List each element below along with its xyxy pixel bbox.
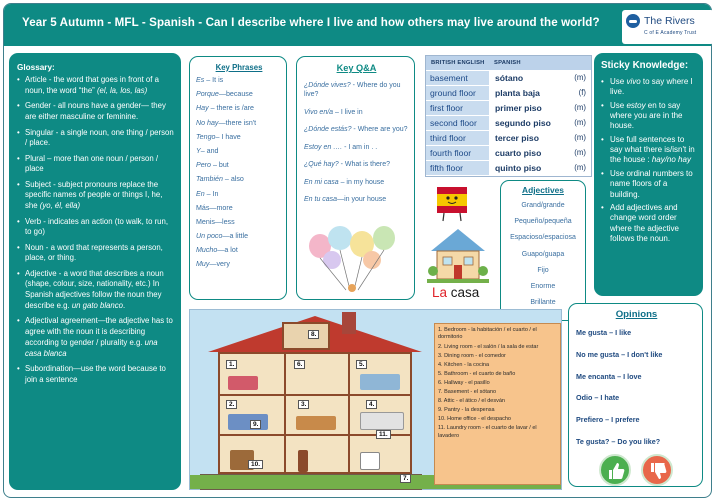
glossary-text	[25, 154, 174, 176]
glossary-item	[17, 217, 174, 239]
key-phrase-item	[196, 260, 282, 268]
floor-gender: (m)	[565, 160, 591, 175]
glossary-text-main: Adjectival agreement—the adjective has to agree with the noun it is describing according to gender / plurality e.g.	[25, 316, 173, 347]
key-phrase-english: – In	[204, 189, 219, 198]
bullet-icon: •	[17, 242, 20, 252]
sticky-text-end: en to say where you are in the house.	[610, 100, 683, 131]
key-phrase-spanish: Un poco	[196, 232, 223, 241]
key-qa-title: Key Q&A	[336, 63, 377, 73]
floor-spanish: quinto piso	[489, 160, 565, 175]
header-bar	[4, 4, 711, 46]
floor-english: fourth floor	[426, 145, 489, 160]
room-number-label: 9.	[250, 420, 261, 429]
adjective-item: Pequeño/pequeña	[514, 218, 572, 226]
key-phrase-item	[196, 90, 282, 98]
glossary-text-main: Subordination—use the word because to join a sentence	[25, 363, 166, 384]
glossary-example: (yo, él, ella)	[39, 201, 81, 211]
floor-spanish: primer piso	[489, 100, 565, 115]
bath-furniture	[360, 374, 400, 390]
floor-english: first floor	[426, 100, 489, 115]
floors-head-spanish: SPANISH	[489, 56, 591, 70]
sticky-knowledge-item	[601, 169, 698, 200]
floor-english: third floor	[426, 130, 489, 145]
key-phrase-spanish: Hay	[196, 104, 209, 113]
key-phrase-english: Menis—less	[196, 217, 235, 226]
key-phrase-spanish: Muy	[196, 260, 210, 269]
table-furniture	[296, 416, 336, 430]
room-vocabulary-item: 3. Dining room - el comedor	[438, 352, 506, 359]
opinion-item: Prefiero – I prefere	[576, 415, 640, 425]
sticky-knowledge-item	[601, 77, 698, 98]
spanish-flag-character-icon	[434, 183, 470, 223]
logo-name: The Rivers	[644, 15, 695, 27]
adjective-item: Brillante	[530, 299, 556, 307]
key-qa-item	[304, 160, 409, 169]
room-number-label: 1.	[226, 360, 237, 369]
glossary-text-main: Noun - a word that represents a person, place, or thing.	[25, 242, 163, 263]
adjective-item: Espacioso/espaciosa	[510, 234, 576, 242]
room-number-label: 3.	[298, 400, 309, 409]
house-icon	[427, 225, 489, 283]
glossary-text	[25, 180, 174, 212]
key-phrase-english: —a little	[222, 232, 249, 241]
key-phrase-item	[196, 204, 282, 212]
adjectives-list	[504, 202, 582, 306]
key-phrase-item	[196, 133, 282, 141]
room-vocabulary-item: 1. Bedroom - la habitación / el cuarto / el dormitorio	[438, 327, 537, 341]
key-phrases-title: Key Phrases	[215, 63, 263, 72]
speech-balloons-illustration	[306, 224, 404, 294]
opinion-item: Me encanta – I love	[576, 371, 642, 381]
key-phrase-english: – and	[200, 146, 219, 155]
glossary-text	[25, 269, 174, 312]
key-qa-spanish: Estoy en ….	[304, 143, 343, 151]
adjective-item: Enorme	[530, 282, 556, 290]
room-vocabulary-item: 8. Attic - el ático / el desván	[438, 397, 505, 404]
sticky-example: hay/no hay	[651, 155, 691, 165]
floor-english: fifth floor	[426, 160, 489, 175]
glossary-text	[25, 364, 174, 386]
la-casa-article: La	[432, 285, 448, 300]
bed-furniture	[228, 376, 258, 390]
opinion-item: Odio – I hate	[576, 393, 620, 403]
floors-head-english: BRITISH ENGLISH	[426, 56, 489, 70]
glossary-list	[17, 75, 174, 385]
sticky-knowledge-item	[601, 135, 698, 166]
key-qa-english: —in your house	[337, 196, 387, 204]
glossary-text	[25, 101, 174, 123]
bullet-icon: •	[601, 100, 604, 110]
bullet-icon: •	[601, 134, 604, 144]
opinions-list	[576, 328, 697, 446]
la-casa-label	[432, 285, 479, 300]
key-phrases-panel	[189, 56, 287, 300]
key-qa-spanish: En tu casa	[304, 196, 338, 204]
glossary-item	[17, 154, 174, 176]
bullet-icon: •	[601, 203, 604, 213]
room-number-label: 4.	[366, 400, 377, 409]
room-number-label: 6.	[294, 360, 305, 369]
logo-subtitle: C of E Academy Trust	[644, 30, 697, 36]
key-qa-english: – I live in	[333, 108, 363, 116]
key-qa-spanish: En mi casa	[304, 178, 339, 186]
sofa-furniture	[228, 414, 268, 430]
glossary-item	[17, 364, 174, 386]
floors-table-row	[426, 85, 591, 100]
key-qa-item	[304, 143, 409, 152]
bullet-icon: •	[601, 168, 604, 178]
key-qa-english: - Where do you live?	[304, 82, 401, 99]
floors-table	[425, 55, 592, 177]
key-phrase-item	[196, 175, 282, 183]
key-qa-spanish: Vivo en/a	[304, 108, 334, 116]
bullet-icon: •	[17, 153, 20, 163]
glossary-text-end: .	[122, 300, 126, 310]
sticky-text-main: Use ordinal numbers to name floors of a building.	[610, 168, 693, 199]
floors-table-row	[426, 115, 591, 130]
key-qa-list	[304, 81, 409, 205]
adjective-item: Fijo	[537, 266, 549, 274]
bullet-icon: •	[17, 127, 20, 137]
key-phrase-english: —because	[218, 90, 253, 99]
key-qa-spanish: ¿Dónde vives?	[304, 82, 351, 89]
glossary-text	[25, 316, 174, 359]
key-phrase-item	[196, 246, 282, 254]
room-number-label: 10.	[248, 460, 263, 469]
key-phrase-spanish: No hay	[196, 118, 219, 127]
floor-spanish: planta baja	[489, 85, 565, 100]
key-phrase-spanish: Mucho	[196, 246, 218, 255]
sticky-example: estoy	[626, 100, 646, 110]
glossary-item	[17, 316, 174, 359]
glossary-item	[17, 101, 174, 123]
key-phrase-english: – but	[210, 161, 229, 170]
key-phrase-item	[196, 218, 282, 226]
key-phrase-english: —a lot	[217, 246, 238, 255]
glossary-text-main: Gender - all nouns have a gender— they are either masculine or feminine.	[25, 101, 166, 122]
key-phrase-english: – also	[222, 175, 244, 184]
key-phrase-english: – It is	[204, 76, 224, 84]
key-phrase-item	[196, 190, 282, 198]
sticky-text-main: Use	[610, 100, 627, 110]
glossary-text	[25, 128, 174, 150]
key-qa-item	[304, 178, 409, 187]
floor-english: second floor	[426, 115, 489, 130]
glossary-item	[17, 269, 174, 312]
adjectives-title: Adjectives	[522, 185, 564, 195]
glossary-text-main: Verb - indicates an action (to walk, to run, to go)	[25, 216, 169, 237]
floors-table-row	[426, 145, 591, 160]
sticky-example: vivo	[626, 76, 641, 86]
key-phrase-english: – there is /are	[208, 104, 254, 113]
bullet-icon: •	[17, 316, 20, 326]
floor-gender: (m)	[565, 115, 591, 130]
key-phrases-list	[196, 76, 282, 268]
key-qa-english: - I am in . .	[342, 143, 378, 151]
floor-english: ground floor	[426, 85, 489, 100]
key-phrase-item	[196, 161, 282, 169]
key-qa-item	[304, 125, 409, 134]
glossary-text-main: Adjective - a word that describes a noun (shape, colour, size, nationality, etc.) In Spanish adjectives follow the noun they describe e.g.	[25, 268, 164, 310]
sticky-text-main: Use	[610, 76, 627, 86]
floors-table-body	[426, 70, 591, 175]
glossary-title: Glossary:	[17, 63, 55, 72]
key-qa-item	[304, 81, 409, 100]
floor-gender: (m)	[565, 130, 591, 145]
bullet-icon: •	[601, 76, 604, 86]
sticky-text-main: Use full sentences to say what there is/isn't in the house :	[610, 134, 695, 165]
la-casa-noun: casa	[447, 285, 480, 300]
key-qa-english: - Where are you?	[351, 126, 408, 134]
bullet-icon: •	[17, 216, 20, 226]
glossary-text-main: Plural – more than one noun / person / place	[25, 153, 159, 174]
room-vocabulary-item: 9. Pantry - la despensa	[438, 406, 495, 413]
sticky-knowledge-list	[601, 77, 698, 245]
room-number-label: 2.	[226, 400, 237, 409]
room-number-label: 5.	[356, 360, 367, 369]
sticky-text	[610, 203, 698, 245]
sticky-knowledge-title: Sticky Knowledge:	[601, 60, 689, 71]
glossary-text-main: Singular - a single noun, one thing / person / place.	[25, 127, 174, 148]
floor-gender: (m)	[565, 100, 591, 115]
bullet-icon: •	[17, 101, 20, 111]
opinions-panel	[568, 303, 703, 487]
sticky-text	[610, 101, 698, 132]
floor-spanish: tercer piso	[489, 130, 565, 145]
key-phrase-item	[196, 119, 282, 127]
floor-english: basement	[426, 70, 489, 85]
page-title: Year 5 Autumn - MFL - Spanish - Can I describe where I live and how others may live around the world?	[22, 16, 600, 29]
washer-furniture	[360, 452, 380, 470]
bullet-icon: •	[17, 268, 20, 278]
sticky-text	[610, 77, 698, 98]
floor-spanish: sótano	[489, 70, 565, 85]
room-vocabulary-item: 6. Hallway - el pasillo	[438, 379, 490, 386]
key-phrase-spanish: Es	[196, 76, 205, 84]
bullet-icon: •	[17, 179, 20, 189]
room-number-label: 8.	[308, 330, 319, 339]
room-vocabulary-item: 7. Basement - el sótano	[438, 388, 497, 395]
floors-table-row	[426, 130, 591, 145]
glossary-text	[25, 75, 174, 97]
key-phrase-item	[196, 104, 282, 112]
glossary-example: una casa blanca	[25, 337, 158, 358]
sticky-text	[610, 135, 698, 166]
key-phrase-english: Más—more	[196, 203, 233, 212]
room-vocabulary-item: 5. Bathroom - el cuarto de baño	[438, 370, 516, 377]
room-vocabulary-item: 10. Home office - el despacho	[438, 416, 511, 423]
glossary-item	[17, 243, 174, 265]
floors-table-row	[426, 160, 591, 175]
key-phrase-english: —very	[209, 260, 230, 269]
floor-gender: (m)	[565, 70, 591, 85]
sticky-knowledge-item	[601, 101, 698, 132]
key-phrase-item	[196, 147, 282, 155]
kitchen-furniture	[360, 412, 404, 430]
room-vocabulary-item: 11. Laundry room - el cuarto de lavar / el lavadero	[438, 425, 537, 439]
house-body	[218, 352, 412, 474]
thumbs-down-icon	[641, 454, 673, 486]
glossary-text-main: Subject - subject pronouns replace the specific names of people or things I, he, she	[25, 179, 163, 211]
adjective-item: Guapo/guapa	[521, 250, 565, 258]
key-phrase-spanish: Porque	[196, 90, 219, 99]
glossary-text-main: Article - the word that goes in front of a noun, the word “the”	[25, 75, 159, 96]
glossary-item	[17, 75, 174, 97]
adjective-item: Grand/grande	[521, 202, 565, 209]
floors-table-row	[426, 100, 591, 115]
sticky-knowledge-panel	[594, 53, 703, 296]
floors-table-row	[426, 70, 591, 85]
floor-spanish: cuarto piso	[489, 145, 565, 160]
key-qa-english: – in my house	[338, 178, 385, 186]
glossary-example: (el, la, los, las)	[96, 86, 148, 96]
room-vocabulary-item: 2. Living room - el salón / la sala de estar	[438, 343, 539, 350]
floor-gender: (m)	[565, 145, 591, 160]
floor-spanish: segundo piso	[489, 115, 565, 130]
glossary-item	[17, 128, 174, 150]
opinion-item: Me gusta – I like	[576, 328, 632, 337]
room-vocabulary-item: 4. Kitchen - la cocina	[438, 361, 490, 368]
glossary-example: un gato blanco	[71, 300, 123, 310]
key-qa-item	[304, 195, 409, 204]
school-logo	[622, 10, 714, 44]
sticky-text	[610, 169, 698, 200]
room-number-label: 11.	[376, 430, 391, 439]
opinion-item: No me gusta – I don't like	[576, 349, 663, 359]
key-phrase-english: —there isn't	[218, 118, 257, 127]
bullet-icon: •	[17, 363, 20, 373]
house-attic	[282, 322, 330, 350]
floor-gender: (f)	[565, 85, 591, 100]
sticky-knowledge-item	[601, 203, 698, 245]
key-qa-spanish: ¿Qué hay?	[304, 161, 339, 169]
logo-icon	[626, 14, 640, 28]
key-phrase-spanish: Y	[196, 146, 201, 155]
opinion-item: Te gusta? – Do you like?	[576, 436, 661, 446]
sticky-text-end: to say where I live.	[610, 76, 693, 97]
key-qa-spanish: ¿Dónde estás?	[304, 126, 352, 134]
key-phrase-spanish: Tengo	[196, 132, 216, 141]
adjectives-panel	[500, 180, 586, 321]
key-phrase-item	[196, 76, 282, 84]
thumbs-up-icon	[599, 454, 631, 486]
key-phrase-item	[196, 232, 282, 240]
bullet-icon: •	[17, 75, 20, 85]
key-phrase-spanish: También	[196, 175, 223, 184]
key-qa-english: - What is there?	[338, 161, 390, 169]
glossary-text	[25, 217, 174, 239]
opinions-title: Opinions	[615, 309, 658, 320]
sticky-text-main: Add adjectives and change word order where the adjective follows the noun.	[610, 203, 679, 244]
room-number-label: 7.	[400, 474, 411, 483]
glossary-text	[25, 243, 174, 265]
glossary-panel	[9, 53, 181, 490]
door-furniture	[298, 450, 308, 472]
rooms-vocabulary-list	[434, 323, 561, 485]
house-chimney	[342, 312, 356, 334]
key-qa-item	[304, 108, 409, 117]
key-phrase-spanish: En	[196, 189, 205, 198]
key-phrase-spanish: Pero	[196, 161, 211, 170]
key-phrase-english: – I have	[215, 132, 241, 141]
glossary-item	[17, 180, 174, 212]
